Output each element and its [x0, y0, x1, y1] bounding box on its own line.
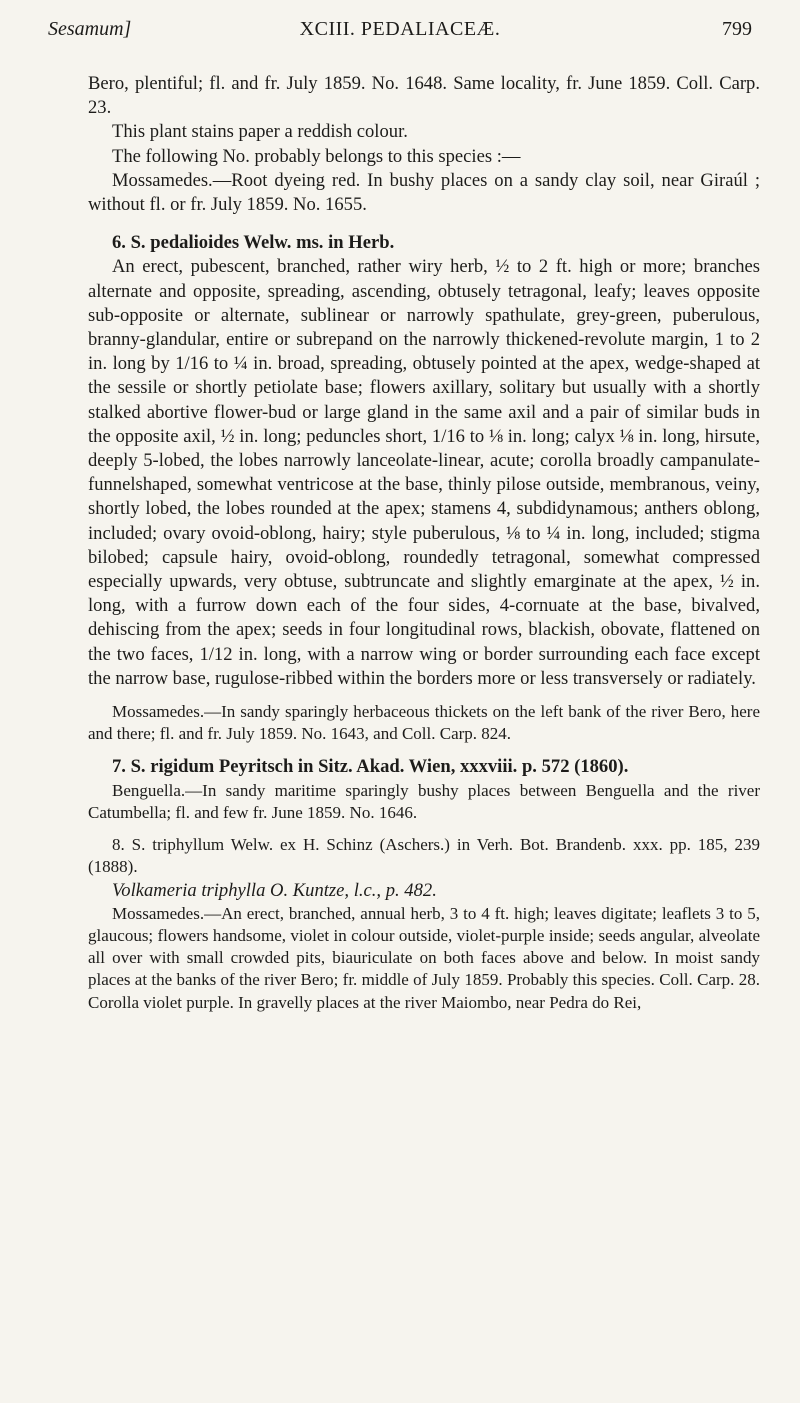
paragraph-stain-note: This plant stains paper a reddish colour.	[112, 121, 408, 143]
page-number: 799	[722, 18, 752, 40]
species-description-pedalioides: An erect, pubescent, branched, rather wiry herb, ½ to 2 ft. high or more; branches alternate and opposite, spreading, ascending, obtusely tetragonal, leafy; leaves opposite sub-opposite or alternate, sublinear or narrowly spathulate, grey-green, puberulous, branny-glandular, entire or subrepand on the narrowly thickened-revolute margin, 1 to 2 in. long by 1/16 to ¼ in. broad, spreading, obtusely pointed at the apex, wedge-shaped at the sessile or shortly petiolate base; flowers axillary, solitary but usually with a shortly stalked abortive flower-bud or large gland in the same axil and a pair of similar buds in the opposite axil, ½ in. long; peduncles short, 1/16 to ⅛ in. long; calyx ⅛ in. long, hirsute, deeply 5-lobed, the lobes narrowly lanceolate-linear, acute; corolla broadly campanulate-funnelshaped, somewhat ventricose at the base, thinly pilose outside, membranous, veiny, shortly lobed, the lobes rounded at the apex; stamens 4, subdidynamous; anthers oblong, included; ovary ovoid-oblong, hairy; style puberulous, ⅛ to ¼ in. long, included; stigma bilobed; capsule hairy, ovoid-oblong, roundedly tetragonal, somewhat compressed especially upwards, very obtuse, subtruncate and slightly emarginate at the apex, ½ in. long, with a furrow down each of the four sides, 4-cornuate at the base, bivalved, dehiscing from the apex; seeds in four longitudinal rows, blackish, obovate, flattened on the two faces, 1/12 in. long, with a narrow wing or border surrounding each face except the narrow base, rugulose-ribbed within the borders more or less transversely or radiately.	[88, 256, 760, 689]
running-head	[48, 18, 752, 46]
species-heading-triphyllum: 8. S. triphyllum Welw. ex H. Schinz (Aschers.) in Verh. Bot. Brandenb. xxx. pp. 185, 239 (1888).	[88, 835, 760, 877]
locality-pedalioides: Mossamedes.—In sandy sparingly herbaceous thickets on the left bank of the river Bero, here and there; fl. and fr. July 1859. No. 1643, and Coll. Carp. 824.	[88, 702, 760, 744]
paragraph-collection-continued: Bero, plentiful; fl. and fr. July 1859. No. 1648. Same locality, fr. June 1859. Coll. Carp. 23.	[88, 73, 760, 119]
page-body	[88, 72, 760, 1014]
species-heading-rigidum: 7. S. rigidum Peyritsch in Sitz. Akad. Wien, xxxviii. p. 572 (1860).	[112, 756, 629, 778]
synonym-volkameria: Volkameria triphylla O. Kuntze, l.c., p. 482.	[112, 879, 437, 901]
species-heading-pedalioides: 6. S. pedalioides Welw. ms. in Herb.	[112, 232, 395, 254]
locality-triphyllum: Mossamedes.—An erect, branched, annual herb, 3 to 4 ft. high; leaves digitate; leaflets 3 to 5, glaucous; flowers handsome, violet in colour outside, violet-purple inside; seeds angular, alveolate all over with small crowded pits, biauriculate on both faces above and below. In moist sandy places at the banks of the river Bero; fr. middle of July 1859. Probably this species. Coll. Carp. 28. Corolla violet purple. In gravelly places at the river Maiombo, near Pedra do Rei,	[88, 903, 760, 1012]
paragraph-following-note: The following No. probably belongs to this species :—	[112, 145, 521, 167]
running-head-family: XCIII. PEDALIACEÆ.	[299, 18, 501, 40]
running-head-genus: Sesamum]	[48, 18, 132, 40]
locality-rigidum: Benguella.—In sandy maritime sparingly bushy places between Benguella and the river Catumbella; fl. and few fr. June 1859. No. 1646.	[88, 780, 760, 822]
paragraph-mossamedes-root: Mossamedes.—Root dyeing red. In bushy places on a sandy clay soil, near Giraúl ; without fl. or fr. July 1859. No. 1655.	[88, 169, 760, 216]
